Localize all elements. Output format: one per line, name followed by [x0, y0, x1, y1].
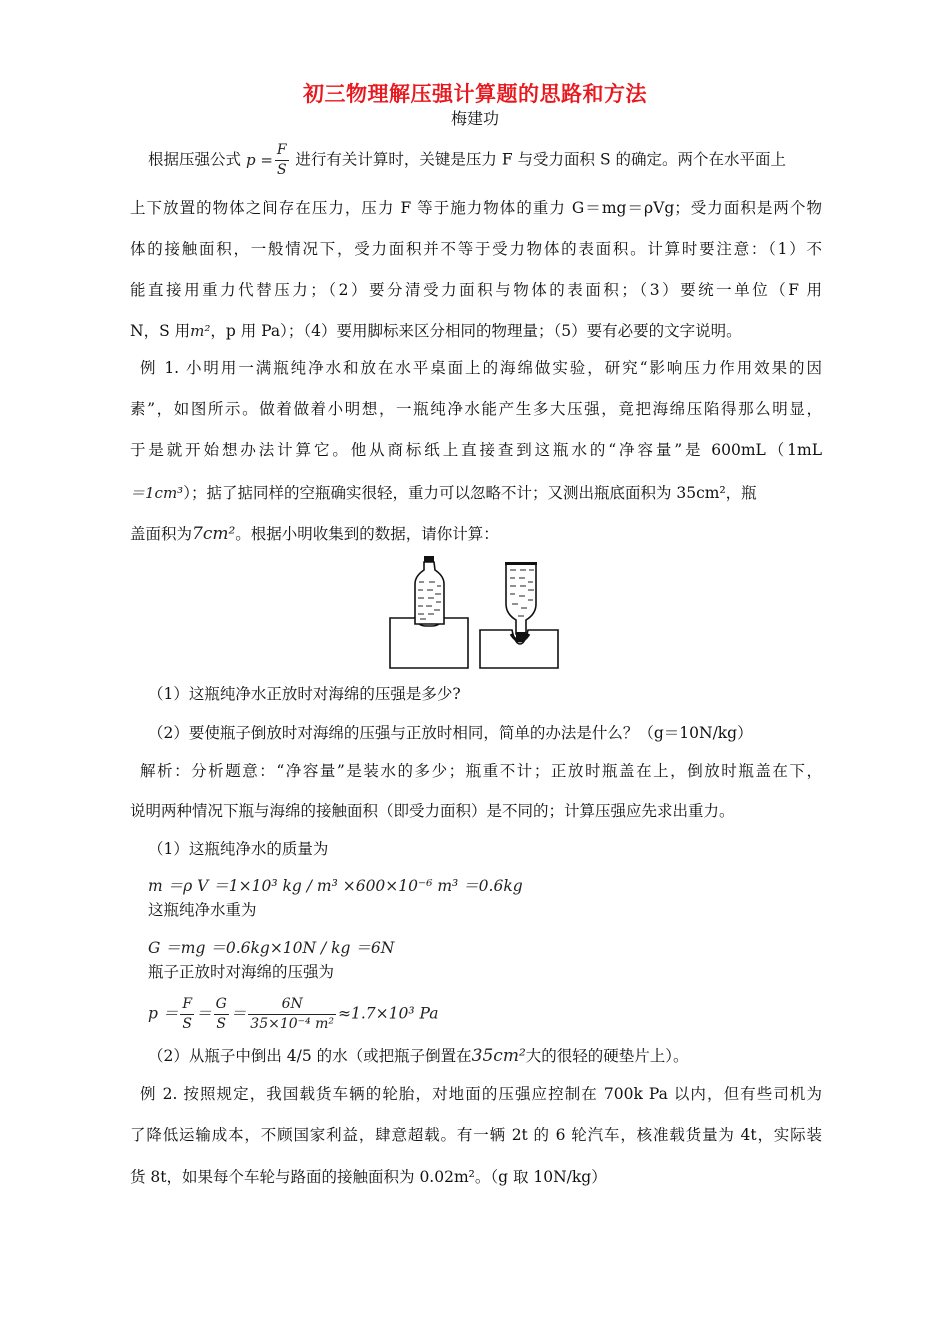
intro-line-3: 体的接触面积，一般情况下，受力面积并不等于受力物体的表面积。计算时要注意：（1）不: [130, 240, 822, 258]
solution-step-2: 这瓶纯净水重为: [148, 901, 257, 919]
document-title: 初三物理解压强计算题的思路和方法: [303, 81, 647, 106]
example2-line-3: 货 8t，如果每个车轮与路面的接触面积为 0.02m²。（g 取 10N/kg）: [130, 1168, 607, 1186]
intro-line-2: 上下放置的物体之间存在压力，压力 F 等于施力物体的重力 G＝mg＝ρVg；受力面积是两个物: [130, 199, 822, 217]
pressure-equation: p ＝ $\frac{F}{S}$ ＝ $\frac{G}{S}$ ＝ $\frac{6N}{\text{35×10⁻⁴ m²}}$ ≈1.7×10³ Pa: [148, 996, 439, 1032]
mass-equation: m ＝ρ V ＝1×10³ kg / m³ ×600×10⁻⁶ m³ ＝0.6kg: [148, 877, 523, 895]
question-2: （2）要使瓶子倒放时对海绵的压强与正放时相同，简单的办法是什么？（g＝10N/kg）: [148, 724, 753, 742]
question-1: （1）这瓶纯净水正放时对海绵的压强是多少?: [148, 685, 461, 703]
analysis-line-2: 说明两种情况下瓶与海绵的接触面积（即受力面积）是不同的；计算压强应先求出重力。: [130, 802, 735, 820]
bottle-sponge-figure: [388, 556, 560, 672]
pressure-formula: p = $\frac{F}{S}$: [245, 142, 287, 178]
intro-line-4: 能直接用重力代替压力；（2）要分清受力面积与物体的表面积；（3）要统一单位（F 用: [130, 281, 822, 299]
solution-step-4: （2）从瓶子中倒出 4/5 的水（或把瓶子倒置在35cm²大的很轻的硬垫片上）。: [148, 1046, 689, 1066]
example1-line-3: 于是就开始想办法计算它。他从商标纸上直接查到这瓶水的“净容量”是 600mL（1mL: [130, 441, 822, 459]
example1-line-2: 素”，如图所示。做着做着小明想，一瓶纯净水能产生多大压强，竟把海绵压陷得那么明显，: [130, 400, 822, 418]
intro-line-5: N，S 用m²，p 用 Pa）；（4）要用脚标来区分相同的物理量；（5）要有必要的文字说明。: [130, 322, 742, 340]
author-name: 梅建功: [450, 109, 499, 128]
example2-line-2: 了降低运输成本，不顾国家利益，肆意超载。有一辆 2t 的 6 轮汽车，核准载货量为 4t，实际装: [130, 1126, 822, 1144]
bottle-upright: [415, 556, 444, 624]
analysis-line-1: 解析：分析题意：“净容量”是装水的多少；瓶重不计；正放时瓶盖在上，倒放时瓶盖在下，: [140, 762, 822, 780]
solution-step-3: 瓶子正放时对海绵的压强为: [148, 963, 335, 981]
bottle-inverted: [505, 562, 537, 640]
solution-step-1: （1）这瓶纯净水的质量为: [148, 840, 329, 858]
intro-line-1: 根据压强公式 p = $\frac{F}{S}$ 进行有关计算时，关键是压力 F 与受力面积 S 的确定。两个在水平面上: [148, 142, 786, 178]
example2-line-1: 例 2. 按照规定，我国载货车辆的轮胎，对地面的压强应控制在 700k Pa 以内，但有些司机为: [140, 1085, 822, 1103]
sponge-left: [390, 618, 468, 668]
weight-equation: G ＝mg ＝0.6kg×10N / kg ＝6N: [148, 939, 395, 957]
example1-line-4: ＝1cm³）；掂了掂同样的空瓶确实很轻，重力可以忽略不计；又测出瓶底面积为 35cm²，瓶: [130, 484, 757, 502]
example1-line-5: 盖面积为7cm²。根据小明收集到的数据，请你计算：: [130, 524, 499, 544]
example1-line-1: 例 1. 小明用一满瓶纯净水和放在水平桌面上的海绵做实验，研究“影响压力作用效果的因: [140, 359, 822, 377]
